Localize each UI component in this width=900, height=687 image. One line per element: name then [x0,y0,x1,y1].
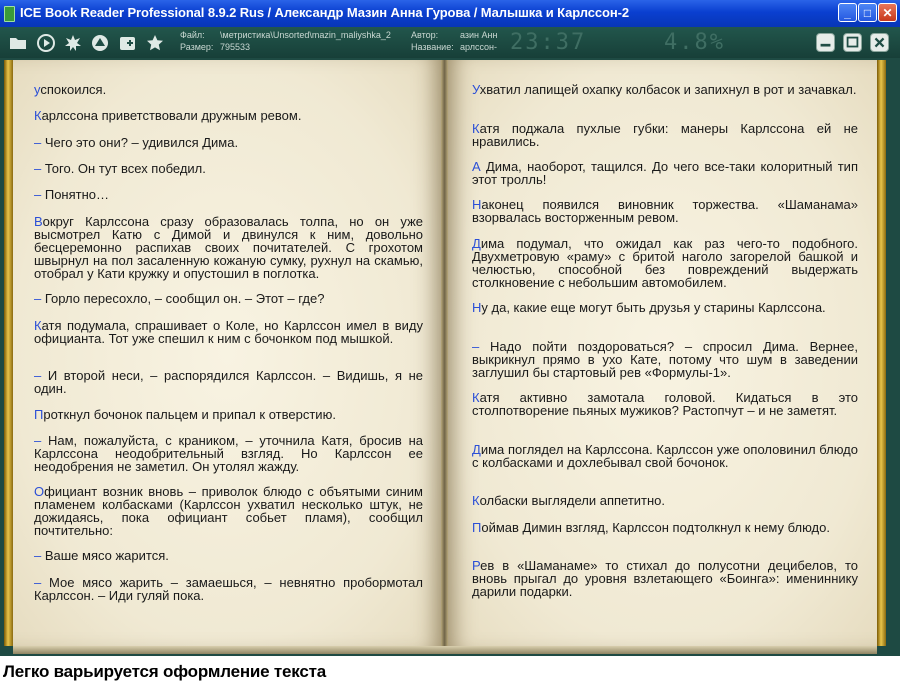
paragraph: Официант возник вновь – приволок блюдо с объятыми синим пламенем колбасками (Карлссон ухватил несколько штук, не дожидаясь, пока официант собьет пламя), сообщил почтительно: [34,484,423,538]
paragraph: Вокруг Карлссона сразу образовалась толпа, но он уже высмотрел Катю с Димой и двинулся к ним, довольно бесцеремонно распихав своих почитателей. С грохотом швырнул на пол засаленную кожаную сумку, рухнул на скамью, отобрал у Кати кружку и опустошил в поглотка. [34,214,423,281]
close-button[interactable]: ✕ [878,3,897,22]
star-icon[interactable] [145,33,165,53]
paragraph: – Того. Он тут всех победил. [34,161,206,176]
paragraph: – Горло пересохло, – сообщил он. – Этот – где? [34,291,325,306]
page-stack-edge [13,646,877,654]
paragraph: – Понятно… [34,187,109,202]
book-gutter [441,60,448,646]
star-burst-icon[interactable] [63,33,83,53]
reader-toolbar [0,27,900,59]
book-name-value: арлссон- [460,42,498,52]
paragraph: – Нам, пожалуйста, с краником, – уточнила Катя, бросив на Карлссона неодобрительный взгляд. Но Карлссон ее неодобрения не заметил. Он утолял жажду. [34,433,423,474]
book-name-label: Название: [411,42,454,52]
clock-display: 23:37 [510,30,587,55]
window-title: ICE Book Reader Professional 8.9.2 Rus / Александр Мазин Анна Гурова / Малышка и Карлссон-2 [20,5,629,20]
paragraph: Дима подумал, что ожидал как раз чего-то подобного. Двухметровую «раму» с бритой наголо загорелой башкой и челюстью, способной без повреждений выдержать столкновение с небольшим автомобилем. [472,236,858,290]
restore-panel-icon[interactable] [843,33,862,52]
right-book-edge [877,60,886,646]
paragraph: Ну да, какие еще могут быть друзья у старины Карлссона. [472,300,826,315]
play-icon[interactable] [36,33,56,53]
paragraph: Рев в «Шаманаме» то стихал до полусотни децибелов, то вновь прыгал до уровня взлетающего «Боинга»: имениннику дарили подарки. [472,558,858,599]
paragraph: – Надо пойти поздороваться? – спросил Дима. Вернее, выкрикнул прямо в ухо Кате, потому что шум в заведении заглушил бы стартовый рев «Формулы-1». [472,339,859,380]
file-size: 795533 [220,42,251,52]
image-caption: Легко варьируется оформление текста [3,662,327,681]
folder-icon[interactable] [8,33,28,53]
paragraph: Колбаски выглядели аппетитно. [472,493,666,508]
paragraph: – Ваше мясо жарится. [34,548,169,563]
paragraph: Дима поглядел на Карлссона. Карлссон уже ополовинил блюдо с колбасками и дохлебывал свой бочонок. [472,442,858,470]
paragraph: Наконец появился виновник торжества. «Шаманама» взорвалась восторженным ревом. [472,197,858,225]
paragraph: – И второй неси, – распорядился Карлссон. – Видишь, я не один. [34,368,423,396]
paragraph: Катя подумала, спрашивает о Коле, но Карлссон имел в виду официанта. Тот уже спешил к ним с бочонком под мышкой. [34,318,423,346]
triangle-icon[interactable] [90,33,110,53]
paragraph: Поймав Димин взгляд, Карлссон подтолкнул к нему блюдо. [472,520,830,535]
paragraph: Катя активно замотала головой. Кидаться в это столпотворение пьяных мужиков? Растопчут – и не заметят. [472,390,858,418]
paragraph: Ухватил лапищей охапку колбасок и запихнул в рот и зачавкал. [472,82,857,97]
app-icon [4,6,15,22]
book-view [0,58,900,656]
maximize-button[interactable]: □ [858,3,877,22]
add-window-icon[interactable] [118,33,138,53]
minimize-panel-icon[interactable] [816,33,835,52]
paragraph: – Чего это они? – удивился Дима. [34,135,239,150]
left-book-edge [4,60,13,646]
progress-display: 4.8% [664,30,725,55]
paragraph: Карлссона приветствовали дружным ревом. [34,108,302,123]
minimize-button[interactable]: _ [838,3,857,22]
paragraph: успокоился. [34,82,107,97]
paragraph: Катя поджала пухлые губки: манеры Карлссона ей не нравились. [472,121,858,149]
author-value: азин Анн [460,30,498,40]
paragraph: Проткнул бочонок пальцем и припал к отверстию. [34,407,336,422]
paragraph: – Мое мясо жарить – замаешься, – невнятно пробормотал Карлссон. – Иди гуляй пока. [34,575,424,603]
title-bar [0,0,900,27]
size-label: Размер: [180,42,214,52]
paragraph: А Дима, наоборот, тащился. До чего все-таки колоритный тип этот тролль! [472,159,858,187]
file-path: \метристика\Unsorted\mazin_maliyshka_2 [220,30,391,40]
close-panel-icon[interactable] [870,33,889,52]
author-label: Автор: [411,30,439,40]
file-label: Файл: [180,30,205,40]
